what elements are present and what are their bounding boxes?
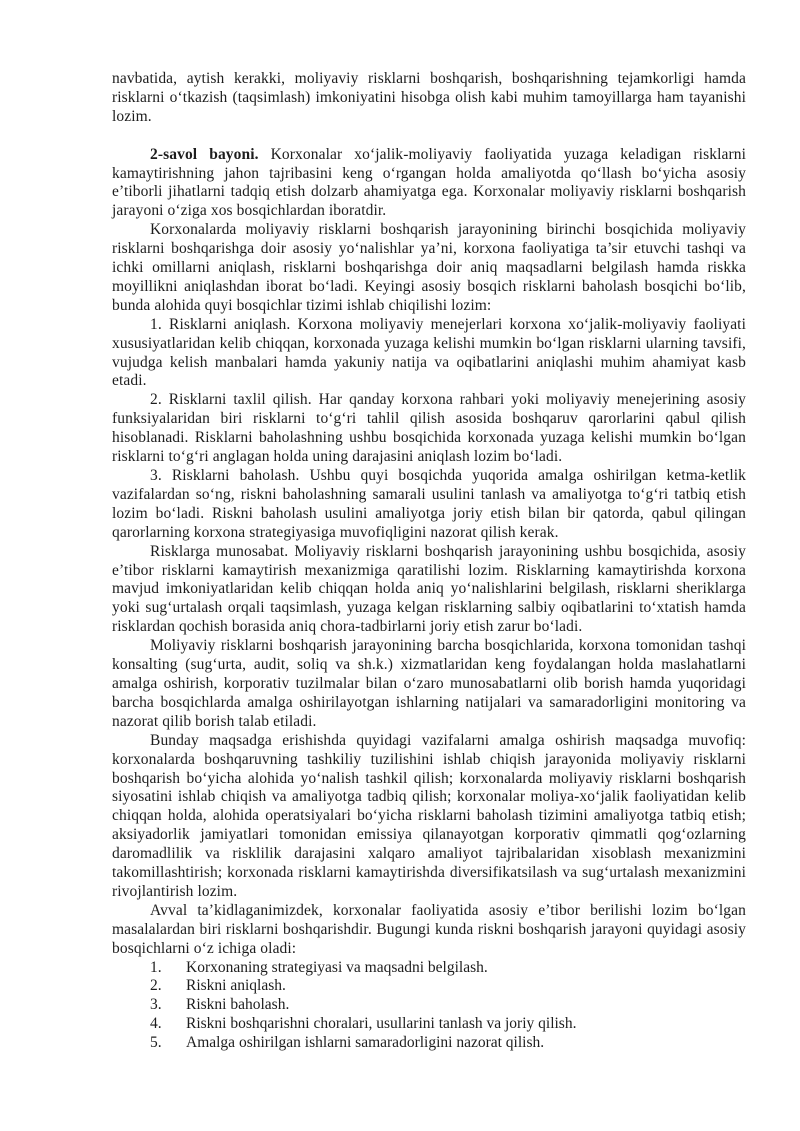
list-item-text: Riskni aniqlash. [186, 977, 286, 995]
list-item-number: 3. [150, 996, 162, 1014]
paragraph-tasks: Bunday maqsadga erishishda quyidagi vazifalarni amalga oshirish maqsadga muvofiq: korxonalarda boshqaruvning tashkiliy tuzilishini ishlab chiqish jarayonida moliyaviy risklarni boshqarish bo‘yicha alohida yo‘nalish tashkil qilish; korxonalarda moliyaviy risklarni boshqarish siyosatini ishlab chiqish va amaliyotga tadbiq qilish; korxonalar moliya-xo‘jalik faoliyatidan kelib chiqqan holda, alohida operatsiyalari bo‘yicha risklarni baholash tizimini amaliyotga tatbiq etish; aksiyadorlik jamiyatlari tomonidan emissiya qilanayotgan korporativ qimmatli qog‘ozlarning daromadlilik va risklilik darajasini xalqaro amaliyot tajribalaridan xisoblash mexanizmini takomillashtirish; korxonada risklarni kamaytirishda diversifikatsilash va sug‘urtalash mexanizmini rivojlantirish lozim. [112, 731, 746, 900]
list-item [112, 1034, 746, 1053]
list-item-number: 5. [150, 1034, 162, 1052]
paragraph-step-2: 2. Risklarni taxlil qilish. Har qanday korxona rahbari yoki moliyaviy menejerining asosiy funksiyalaridan biri risklarni to‘g‘ri tahlil qilish asosida boshqaruv qarorlarini qabul qilish hisoblanadi. Risklarni baholashning ushbu bosqichida korxonada yuzaga kelishi mumkin bo‘lgan risklarni to‘g‘ri anglagan holda uning darajasini aniqlash lozim bo‘ladi. [112, 391, 746, 466]
paragraph-consulting: Moliyaviy risklarni boshqarish jarayonining barcha bosqichlarida, korxona tomonidan tashqi konsalting (sug‘urta, audit, soliq va sh.k.) xizmatlaridan keng foydalangan holda maslahatlarni amalga oshirish, korporativ tuzilmalar bilan o‘zaro munosabatlarni olib borish hamda yuqoridagi barcha bosqichlarda amalga oshirilayotgan ishlarning natijalari va samaradorligini monitoring va nazorat qilib borish talab etiladi. [112, 637, 746, 730]
list-item-text: Riskni boshqarishni choralari, usullarini tanlash va joriy qilish. [186, 1015, 577, 1033]
list-item-text: Amalga oshirilgan ishlarni samaradorligini nazorat qilish. [186, 1034, 545, 1052]
list-item [112, 996, 746, 1015]
list-item-number: 4. [150, 1015, 162, 1033]
list-item [112, 1015, 746, 1034]
paragraph-step-3: 3. Risklarni baholash. Ushbu quyi bosqichda yuqorida amalga oshirilgan ketma-ketlik vazifalardan so‘ng, riskni baholashning samarali usulini tanlash va amaliyotga to‘g‘ri tatbiq etish lozim bo‘ladi. Riskni baholash usulini amaliyotga joriy etish bilan bir qatorda, qabul qilingan qarorlarning korxona strategiyasiga muvofiqligini nazorat qilish kerak. [112, 467, 746, 541]
paragraph-continuation: navbatida, aytish kerakki, moliyaviy risklarni boshqarish, boshqarishning tejamkorligi hamda risklarni o‘tkazish (taqsimlash) imkoniyatini hisobga olish kabi muhim tamoyillarga ham tayanishi lozim. [112, 70, 746, 125]
paragraph-step-1: 1. Risklarni aniqlash. Korxona moliyaviy menejerlari korxona xo‘jalik-moliyaviy faoliyati xususiyatlaridan kelib chiqqan, korxonada yuzaga kelishi mumkin bo‘lgan risklarni ularning tavsifi, vujudga kelish manbalari hamda yakuniy natija va oqibatlarini aniqlashi muhim ahamiyat kasb etadi. [112, 315, 746, 390]
paragraph-risk-attitude: Risklarga munosabat. Moliyaviy risklarni boshqarish jarayonining ushbu bosqichida, asosiy e’tibor risklarni kamaytirish mexanizmiga qaratilishi lozim. Risklarning kamaytirishda korxona mavjud imkoniyatlaridan kelib chiqqan holda aniq yo‘nalishlarini belgilash, risklarni sheriklarga yoki sug‘urtalash orqali taqsimlash, yuzaga kelgan risklarning salbiy oqibatlarini to‘xtatish hamda risklardan qochish borasida aniq chora-tadbirlarni joriy etish zarur bo‘ladi. [112, 542, 746, 636]
paragraph: Korxonalarda moliyaviy risklarni boshqarish jarayonining birinchi bosqichida moliyaviy risklarni boshqarishga doir asosiy yo‘nalishlar ya’ni, korxona faoliyatiga ta’sir etuvchi tashqi va ichki omillarni aniqlash, risklarni boshqarishga doir aniq maqsadlarni belgilash hamda riskka moyillikni aniqlashdan iborat bo‘ladi. Keyingi asosiy bosqich risklarni baholash bosqichi bo‘lib, bunda alohida quyi bosqichlar tizimi ishlab chiqilishi lozim: [112, 221, 746, 314]
paragraph-lead-bold: 2-savol bayoni. [150, 145, 259, 163]
numbered-list [112, 959, 746, 1054]
list-item [112, 977, 746, 996]
list-item-text: Korxonaning strategiyasi va maqsadni belgilash. [186, 958, 488, 976]
text-block [112, 70, 746, 1053]
list-item-number: 2. [150, 977, 162, 995]
paragraph-summary: Avval ta’kidlaganimizdek, korxonalar faoliyatida asosiy e’tibor berilishi lozim bo‘lgan masalalardan biri risklarni boshqarishdir. Bugungi kunda riskni boshqarish jarayoni quyidagi asosiy bosqichlarni o‘z ichiga oladi: [112, 901, 746, 957]
list-item-text: Riskni baholash. [186, 996, 290, 1014]
list-item [112, 959, 746, 978]
paragraph-text: Korxonalar xo‘jalik-moliyaviy faoliyatida yuzaga keladigan risklarni kamaytirishning jahon tajribasini keng o‘rgangan holda amaliyotda qo‘llash bo‘yicha asosiy e’tiborli jihatlarni tadqiq etish dolzarb ahamiyatga ega. Korxonalar moliyaviy risklarni boshqarish jarayoni o‘ziga xos bosqichlardan iboratdir. [112, 145, 746, 220]
paragraph-question-2 [112, 146, 746, 222]
list-item-number: 1. [150, 958, 162, 976]
